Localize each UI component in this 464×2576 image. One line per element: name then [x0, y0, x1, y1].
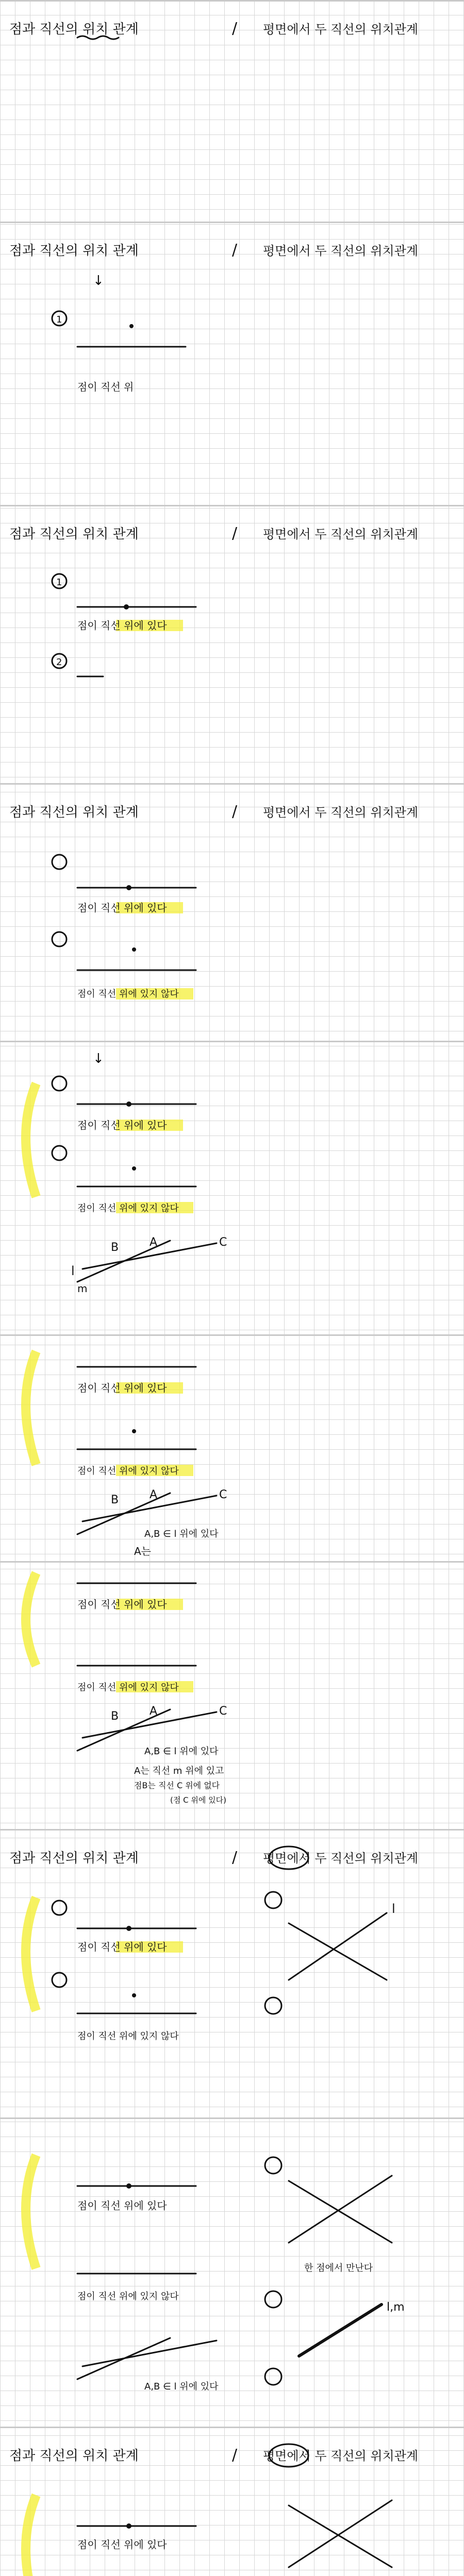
note-ab: A,B ∈ l 위에 있다: [144, 1746, 219, 1757]
line-m-label: m: [77, 1282, 88, 1295]
circle-1-icon: [52, 1901, 67, 1915]
circle-2-icon: [52, 1146, 67, 1160]
line-c-label: C: [219, 1488, 227, 1501]
heading-right: 평면에서 두 직선의 위치관계: [263, 527, 419, 541]
heading-left: 점과 직선의 위치 관계: [9, 22, 139, 37]
highlight-arc: [26, 1351, 36, 1465]
frame-3: [0, 505, 464, 783]
label-off-line: 점이 직선 위에 있지 않다: [77, 1682, 179, 1693]
point-on-line: [126, 2183, 131, 2189]
heading-sep: /: [232, 524, 238, 543]
coincident-line: [299, 2304, 382, 2356]
heading-sep: /: [232, 241, 238, 259]
heading-right: 평면에서 두 직선의 위치관계: [263, 244, 419, 258]
right-circle-3-icon: [265, 2368, 281, 2385]
right-circle-1-icon: [265, 1892, 281, 1908]
line-c-label: C: [219, 1705, 227, 1718]
label-off-line: 점이 직선 위에 있지 않다: [77, 1466, 179, 1477]
note-tail: (점 C 위에 있다): [170, 1795, 226, 1805]
line-m: [77, 2338, 170, 2379]
label-off-line: 점이 직선 위에 있지 않다: [77, 1203, 179, 1214]
label-on-line: 점이 직선 위에 있다: [77, 2199, 167, 2212]
arrow-icon: ↓: [93, 273, 104, 289]
frame-4: [0, 783, 464, 1041]
point-b-label: B: [111, 1494, 119, 1506]
note-ab: A,B ∈ l 위에 있다: [144, 2381, 219, 2392]
line-l: [82, 2341, 217, 2366]
right-circle-2-icon: [265, 2291, 281, 2308]
highlight-arc: [26, 2155, 36, 2268]
note-a: A는: [134, 1545, 152, 1557]
right-circle-1-icon: [265, 2157, 281, 2174]
frame-7: [0, 1561, 464, 1829]
heading-right: 평면에서 두 직선의 위치관계: [263, 2449, 419, 2463]
frame-8-canvas: [0, 1831, 464, 2119]
point-a-label: A: [150, 1236, 158, 1249]
frame-2: [0, 222, 464, 505]
frame-9-canvas: [0, 2119, 464, 2428]
circle-1-icon: [52, 855, 67, 869]
circle-2-icon: [52, 1973, 67, 1987]
point-off-line: [132, 1166, 136, 1171]
label-off-line: 점이 직선 위에 있지 않다: [77, 2031, 179, 2042]
point-a-label: A: [150, 1488, 158, 1501]
heading-left: 점과 직선의 위치 관계: [9, 243, 139, 259]
note-b-full: 점B는 직선 C 위에 없다: [134, 1781, 220, 1790]
highlight-arc: [26, 1897, 36, 2011]
heading-left: 점과 직선의 위치 관계: [9, 1851, 139, 1866]
label-on-line: 점이 직선 위에 있다: [77, 1598, 167, 1611]
right-circle-2-icon: [265, 1997, 281, 2014]
note-a-full: A는 직선 m 위에 있고: [134, 1766, 224, 1776]
heading-sep: /: [232, 2446, 238, 2464]
heading-sep: /: [232, 1849, 238, 1867]
label-on-line: 점이 직선 위에 있다: [77, 619, 167, 632]
heading-sep: /: [232, 803, 238, 821]
frame-8: [0, 1829, 464, 2117]
frame-10-canvas: [0, 2428, 464, 2576]
frame-7-canvas: [0, 1563, 464, 1831]
heading-right: 평면에서 두 직선의 위치관계: [263, 1851, 419, 1866]
point-on-line: [124, 604, 129, 609]
right-line-m-label: l,m: [387, 2301, 405, 2314]
line-l-label: l: [71, 1264, 75, 1278]
right-line-b: [289, 1913, 387, 1980]
highlight-arc: [26, 2495, 36, 2576]
right-line-a: [289, 1923, 387, 1980]
heading-right: 평면에서 두 직선의 위치관계: [263, 22, 419, 37]
frame-2-canvas: [0, 223, 464, 506]
circle-2-icon: [52, 932, 67, 946]
point-b-label: B: [111, 1241, 119, 1254]
circle-1-icon: [52, 1076, 67, 1091]
arrow-icon: ↓: [93, 1051, 104, 1066]
frame-1-canvas: [0, 2, 464, 223]
label-off-line: 점이 직선 위에 있지 않다: [77, 2291, 179, 2302]
frame-9: [0, 2117, 464, 2427]
heading-left: 점과 직선의 위치 관계: [9, 2448, 139, 2464]
label-on-line: 점이 직선 위에 있다: [77, 1119, 167, 1131]
line-c-label: C: [219, 1236, 227, 1249]
highlight-arc: [26, 1083, 36, 1197]
frame-5: [0, 1041, 464, 1334]
point-on-line: [126, 1101, 131, 1107]
point-a-label: A: [150, 1705, 158, 1718]
label-meet: 한 점에서 만난다: [304, 2263, 373, 2274]
frame-6-canvas: [0, 1336, 464, 1563]
point-off-line: [132, 947, 136, 952]
point-b-label: B: [111, 1710, 119, 1723]
point-off-line: [129, 324, 134, 328]
frame-6: [0, 1334, 464, 1561]
point-on-line: [126, 885, 131, 890]
heading-left: 점과 직선의 위치 관계: [9, 527, 139, 542]
frame-1: [0, 0, 464, 222]
note-ab: A,B ∈ l 위에 있다: [144, 1529, 219, 1539]
highlight-arc: [26, 1573, 36, 1666]
right-line-l-label: l: [392, 1902, 395, 1916]
label-on-line: 점이 직선 위에 있다: [77, 1382, 167, 1394]
point-on-line: [126, 1926, 131, 1931]
heading-right: 평면에서 두 직선의 위치관계: [263, 805, 419, 820]
point-off-line: [132, 1993, 136, 1997]
circle-1-label: 1: [56, 314, 62, 325]
frame-10: [0, 2427, 464, 2576]
label-on-line: 점이 직선 위에 있다: [77, 1941, 167, 1953]
label-on-line: 점이 직선 위에 있다: [77, 2538, 167, 2551]
frame-5-canvas: [0, 1042, 464, 1336]
point-off-line: [132, 1429, 136, 1433]
frame-4-canvas: [0, 785, 464, 1042]
circle-1-label: 1: [56, 577, 62, 588]
heading-left: 점과 직선의 위치 관계: [9, 805, 139, 820]
point-on-line: [126, 2523, 131, 2529]
heading-sep: /: [232, 20, 238, 38]
circle-2-label: 2: [56, 657, 62, 668]
label-off-line: 점이 직선 위에 있지 않다: [77, 989, 179, 999]
label-on-line: 점이 직선 위에 있다: [77, 902, 167, 914]
label-short: 점이 직선 위: [77, 381, 134, 393]
frame-3-canvas: [0, 506, 464, 785]
